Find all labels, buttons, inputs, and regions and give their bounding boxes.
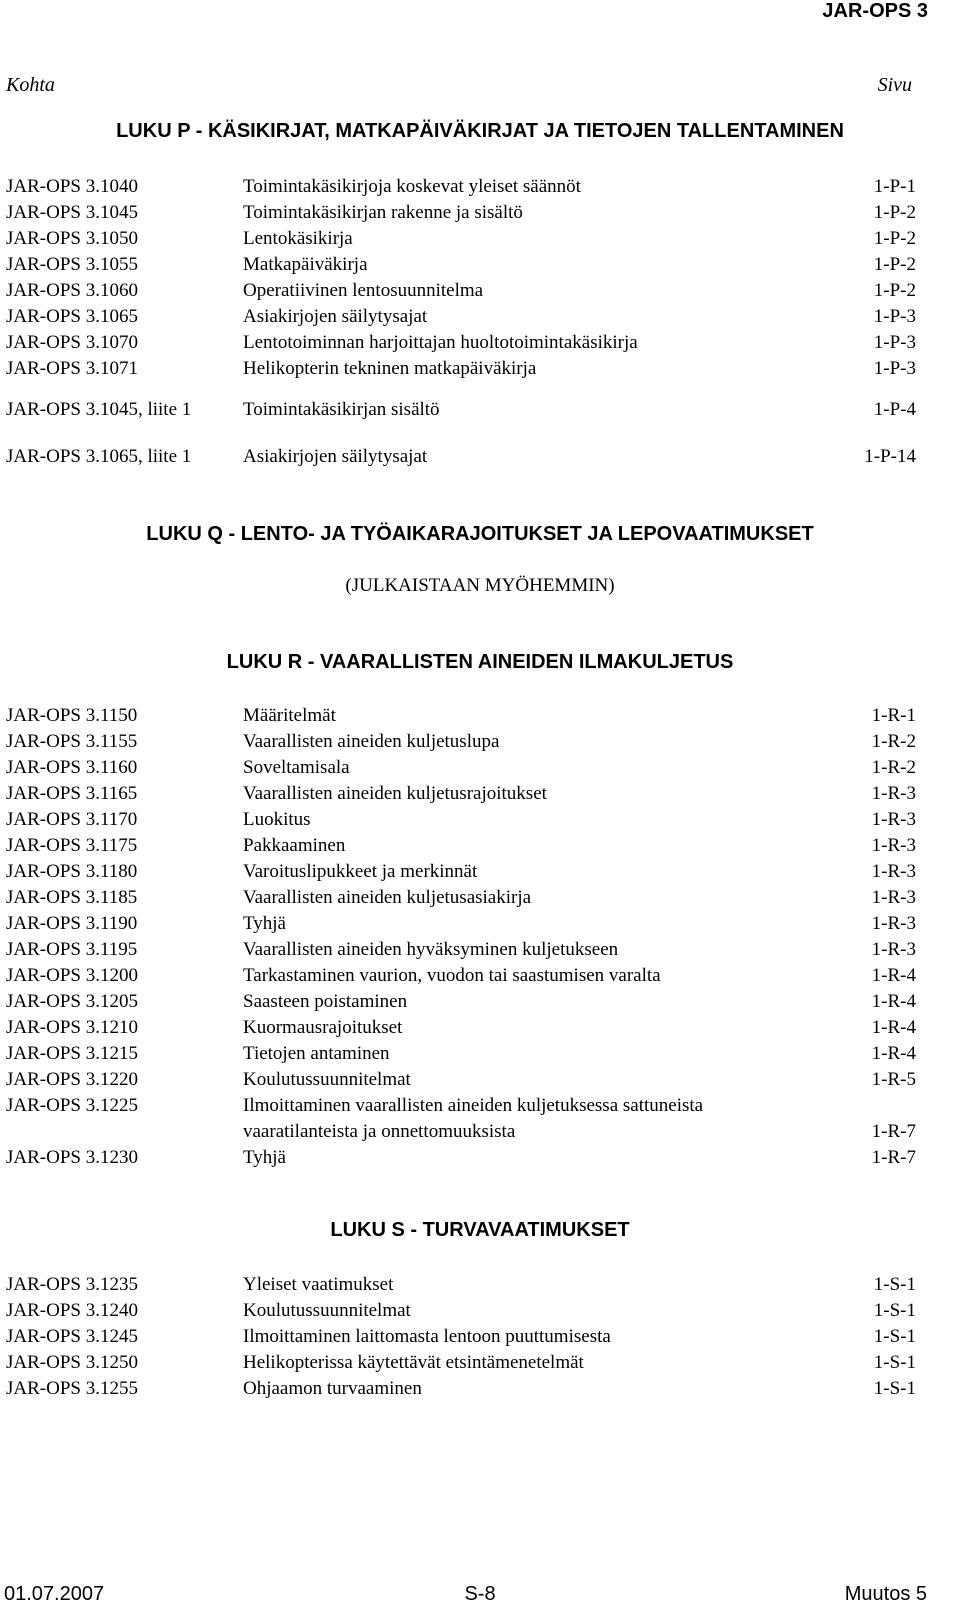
toc-entry-page: 1-R-2 [871, 731, 916, 752]
chapter-title-r: LUKU R - VAARALLISTEN AINEIDEN ILMAKULJETUS [226, 651, 734, 673]
toc-entry-page: 1-R-3 [871, 887, 916, 908]
toc-entry [6, 332, 916, 358]
toc-entry [6, 1147, 916, 1173]
toc-entry-reference: JAR-OPS 3.1070 [6, 332, 138, 353]
toc-entry [6, 783, 916, 809]
toc-entry [6, 887, 916, 913]
toc-entry-reference: JAR-OPS 3.1215 [6, 1043, 138, 1064]
toc-entry-reference: JAR-OPS 3.1155 [6, 731, 138, 752]
column-heading-kohta: Kohta [6, 74, 55, 96]
toc-entry-reference: JAR-OPS 3.1050 [6, 228, 138, 249]
footer-page-number: S-8 [464, 1583, 496, 1605]
toc-entry-reference: JAR-OPS 3.1055 [6, 254, 138, 275]
toc-entry-reference: JAR-OPS 3.1220 [6, 1069, 138, 1090]
chapter-title-s: LUKU S - TURVAVAATIMUKSET [330, 1219, 630, 1241]
toc-entry-page: 1-R-3 [871, 939, 916, 960]
chapter-title-p: LUKU P - KÄSIKIRJAT, MATKAPÄIVÄKIRJAT JA TIETOJEN TALLENTAMINEN [116, 120, 844, 142]
toc-entry-page: 1-S-1 [873, 1300, 916, 1321]
toc-entry-title: Lentokäsikirja [243, 228, 353, 249]
toc-entry-page: 1-R-3 [871, 783, 916, 804]
toc-entry-reference: JAR-OPS 3.1165 [6, 783, 138, 804]
toc-entry-title: Operatiivinen lentosuunnitelma [243, 280, 484, 301]
toc-entry-reference: JAR-OPS 3.1065 [6, 306, 138, 327]
toc-entry-title: Pakkaaminen [243, 835, 346, 856]
toc-entry-title: Vaarallisten aineiden kuljetuslupa [243, 731, 500, 752]
toc-entry [6, 835, 916, 861]
toc-entry-title: Määritelmät [243, 705, 336, 726]
toc-entry-page: 1-S-1 [873, 1274, 916, 1295]
toc-entry [6, 965, 916, 991]
toc-entry [6, 1017, 916, 1043]
toc-entry-page: 1-R-3 [871, 861, 916, 882]
toc-entry [6, 228, 916, 254]
toc-entry-title: Kuormausrajoitukset [243, 1017, 403, 1038]
toc-entry-reference: JAR-OPS 3.1040 [6, 176, 138, 197]
toc-entry-title: Ilmoittaminen laittomasta lentoon puuttumisesta [243, 1326, 611, 1347]
toc-entry-page: 1-R-2 [871, 757, 916, 778]
toc-entry-title: Lentotoiminnan harjoittajan huoltotoimintakäsikirja [243, 332, 638, 353]
toc-entry-title: vaaratilanteista ja onnettomuuksista [243, 1121, 516, 1142]
toc-entry-reference: JAR-OPS 3.1245 [6, 1326, 138, 1347]
toc-entry-title: Ilmoittaminen vaarallisten aineiden kuljetuksessa sattuneista [243, 1095, 704, 1116]
toc-entry-title: Koulutussuunnitelmat [243, 1300, 411, 1321]
toc-entry-page: 1-R-4 [871, 1017, 916, 1038]
toc-entry-title: Tyhjä [243, 1147, 286, 1168]
toc-entry-page: 1-R-3 [871, 835, 916, 856]
toc-entry-reference: JAR-OPS 3.1045, liite 1 [6, 399, 192, 420]
toc-entry-page: 1-R-4 [871, 965, 916, 986]
toc-entry-reference: JAR-OPS 3.1185 [6, 887, 138, 908]
toc-entry-reference: JAR-OPS 3.1255 [6, 1378, 138, 1399]
toc-entry [6, 913, 916, 939]
toc-entry-reference: JAR-OPS 3.1065, liite 1 [6, 446, 192, 467]
toc-entry [6, 280, 916, 306]
toc-entry [6, 861, 916, 887]
document-id: JAR-OPS 3 [822, 0, 928, 22]
chapter-note-q: (JULKAISTAAN MYÖHEMMIN) [345, 575, 615, 596]
toc-entry [6, 176, 916, 202]
toc-entry-page: 1-R-7 [871, 1147, 916, 1168]
toc-entry-title: Asiakirjojen säilytysajat [243, 306, 428, 327]
toc-entry-reference: JAR-OPS 3.1160 [6, 757, 138, 778]
toc-entry-reference: JAR-OPS 3.1250 [6, 1352, 138, 1373]
toc-entry [6, 399, 916, 425]
toc-entry-page: 1-P-4 [873, 399, 916, 420]
toc-entry-page: 1-R-3 [871, 809, 916, 830]
toc-entry-reference: JAR-OPS 3.1190 [6, 913, 138, 934]
toc-entry-title: Saasteen poistaminen [243, 991, 408, 1012]
toc-entry-title: Koulutussuunnitelmat [243, 1069, 411, 1090]
toc-entry [6, 306, 916, 332]
toc-entry-reference: JAR-OPS 3.1235 [6, 1274, 138, 1295]
toc-entry-reference: JAR-OPS 3.1045 [6, 202, 138, 223]
toc-entry-title: Tietojen antaminen [243, 1043, 390, 1064]
toc-entry-reference: JAR-OPS 3.1205 [6, 991, 138, 1012]
toc-entry-title: Soveltamisala [243, 757, 350, 778]
toc-entry-page: 1-P-3 [873, 306, 916, 327]
toc-entry-page: 1-S-1 [873, 1326, 916, 1347]
footer-date: 01.07.2007 [4, 1583, 105, 1605]
toc-entry-reference: JAR-OPS 3.1200 [6, 965, 138, 986]
toc-entry [6, 731, 916, 757]
toc-entry [6, 1352, 916, 1378]
toc-entry [6, 991, 916, 1017]
toc-entry-page: 1-R-5 [871, 1069, 916, 1090]
toc-entry-reference: JAR-OPS 3.1170 [6, 809, 138, 830]
toc-entry-page: 1-P-2 [873, 280, 916, 301]
toc-entry [6, 1095, 916, 1121]
toc-entry-title: Toimintakäsikirjan rakenne ja sisältö [243, 202, 523, 223]
toc-entry-reference: JAR-OPS 3.1210 [6, 1017, 138, 1038]
footer-revision: Muutos 5 [844, 1583, 927, 1605]
toc-entry [6, 1121, 916, 1147]
toc-entry-page: 1-R-1 [871, 705, 916, 726]
toc-entry-reference: JAR-OPS 3.1195 [6, 939, 138, 960]
toc-entry [6, 446, 916, 472]
toc-entry-title: Matkapäiväkirja [243, 254, 368, 275]
toc-entry-reference: JAR-OPS 3.1071 [6, 358, 138, 379]
toc-entry [6, 939, 916, 965]
toc-entry-page: 1-P-3 [873, 332, 916, 353]
toc-entry-title: Ohjaamon turvaaminen [243, 1378, 422, 1399]
toc-entry-reference: JAR-OPS 3.1175 [6, 835, 138, 856]
toc-entry-page: 1-S-1 [873, 1378, 916, 1399]
toc-entry-page: 1-R-7 [871, 1121, 916, 1142]
toc-entry [6, 1326, 916, 1352]
toc-entry [6, 1274, 916, 1300]
toc-entry-page: 1-P-14 [864, 446, 916, 467]
toc-entry-title: Helikopterissa käytettävät etsintämenetelmät [243, 1352, 584, 1373]
toc-entry-page: 1-R-4 [871, 1043, 916, 1064]
toc-entry-page: 1-S-1 [873, 1352, 916, 1373]
toc-entry-reference: JAR-OPS 3.1230 [6, 1147, 138, 1168]
toc-entry-title: Helikopterin tekninen matkapäiväkirja [243, 358, 537, 379]
toc-entry-reference: JAR-OPS 3.1060 [6, 280, 138, 301]
toc-entry-reference: JAR-OPS 3.1225 [6, 1095, 138, 1116]
toc-entry-page: 1-R-3 [871, 913, 916, 934]
toc-entry-reference: JAR-OPS 3.1180 [6, 861, 138, 882]
toc-entry [6, 1043, 916, 1069]
toc-entry-title: Vaarallisten aineiden kuljetusrajoitukset [243, 783, 547, 804]
toc-entry [6, 705, 916, 731]
toc-entry-title: Tyhjä [243, 913, 286, 934]
toc-entry [6, 1069, 916, 1095]
toc-entry [6, 254, 916, 280]
toc-entry-page: 1-P-2 [873, 202, 916, 223]
toc-entry-reference: JAR-OPS 3.1240 [6, 1300, 138, 1321]
column-heading-sivu: Sivu [877, 74, 912, 96]
toc-entry-title: Luokitus [243, 809, 311, 830]
toc-entry-title: Toimintakäsikirjoja koskevat yleiset säännöt [243, 176, 581, 197]
toc-entry [6, 202, 916, 228]
toc-entry-title: Vaarallisten aineiden hyväksyminen kuljetukseen [243, 939, 619, 960]
toc-entry-page: 1-P-2 [873, 228, 916, 249]
chapter-title-q: LUKU Q - LENTO- JA TYÖAIKARAJOITUKSET JA LEPOVAATIMUKSET [146, 523, 814, 545]
toc-entry-title: Asiakirjojen säilytysajat [243, 446, 428, 467]
toc-entry [6, 358, 916, 384]
toc-entry-title: Tarkastaminen vaurion, vuodon tai saastumisen varalta [243, 965, 661, 986]
toc-entry [6, 1300, 916, 1326]
toc-entry-page: 1-R-4 [871, 991, 916, 1012]
toc-entry-title: Toimintakäsikirjan sisältö [243, 399, 440, 420]
toc-entry-page: 1-P-3 [873, 358, 916, 379]
toc-entry-title: Vaarallisten aineiden kuljetusasiakirja [243, 887, 532, 908]
toc-entry-page: 1-P-1 [873, 176, 916, 197]
toc-entry [6, 757, 916, 783]
toc-entry-page: 1-P-2 [873, 254, 916, 275]
toc-entry-reference: JAR-OPS 3.1150 [6, 705, 138, 726]
toc-entry [6, 1378, 916, 1404]
toc-entry-title: Yleiset vaatimukset [243, 1274, 394, 1295]
toc-entry-title: Varoituslipukkeet ja merkinnät [243, 861, 478, 882]
toc-entry [6, 809, 916, 835]
